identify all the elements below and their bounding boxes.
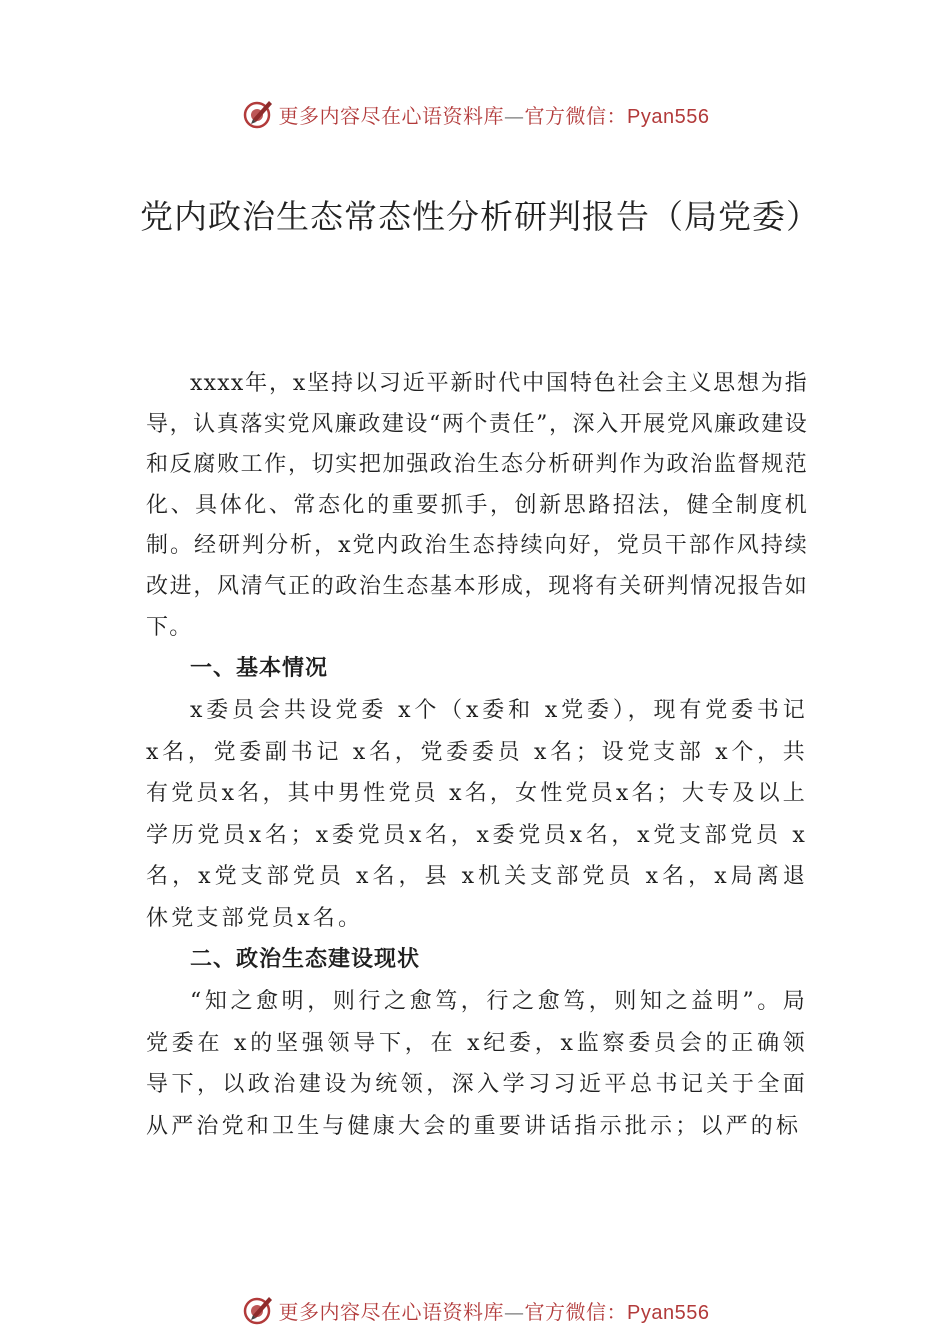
banner-site-name: 更多内容尽在心语资料库	[278, 1299, 505, 1324]
footer-banner	[0, 1288, 950, 1332]
banner-wechat-label: 官方微信：	[524, 103, 628, 128]
intro-paragraph: xxxx年，x坚持以习近平新时代中国特色社会主义思想为指导，认真落实党风廉政建设“两个责任”，深入开展党风廉政建设和反腐败工作，切实把加强政治生态分析研判作为政治监督规范化、具体化、常态化的重要抓手，创新思路招法，健全制度机制。经研判分析，x党内政治生态持续向好，党员干部作风持续改进，风清气正的政治生态基本形成，现将有关研判情况报告如下。	[146, 371, 808, 640]
section-heading-current-status: 二、政治生态建设现状	[190, 947, 421, 973]
banner-wechat-account: Pyan556	[627, 1301, 710, 1324]
banner-site-name: 更多内容尽在心语资料库	[278, 103, 505, 128]
header-banner	[0, 92, 950, 136]
document-title: 党内政治生态常态性分析研判报告（局党委）	[140, 197, 820, 236]
banner-separator: —	[504, 103, 525, 128]
section-basic-info-paragraph: x委员会共设党委 x个（x委和 x党委），现有党委书记 x名，党委副书记 x名，党委委员 x名；设党支部 x个，共有党员x名，其中男性党员 x名，女性党员x名；大专及以上学历党员x名；x委党员x名，x委党员x名，x党支部党员 x名，x党支部党员 x名，县 x机关支部党员 x名，x局离退休党支部党员x名。	[146, 698, 808, 931]
pen-logo-icon	[241, 1293, 275, 1327]
banner-wechat-account: Pyan556	[627, 105, 710, 128]
pen-logo-icon	[241, 97, 275, 131]
section-heading-basic-info: 一、基本情况	[190, 656, 329, 682]
banner-wechat-label: 官方微信：	[524, 1299, 628, 1324]
section-current-status-paragraph: “知之愈明，则行之愈笃，行之愈笃，则知之益明”。局党委在 x的坚强领导下，在 x纪委，x监察委员会的正确领导下，以政治建设为统领，深入学习习近平总书记关于全面从严治党和卫生与健康大会的重要讲话指示批示；以严的标	[146, 989, 808, 1139]
banner-separator: —	[504, 1299, 525, 1324]
document-body	[146, 364, 808, 1147]
footer-banner-text	[279, 1296, 710, 1325]
header-banner-text	[279, 100, 710, 129]
